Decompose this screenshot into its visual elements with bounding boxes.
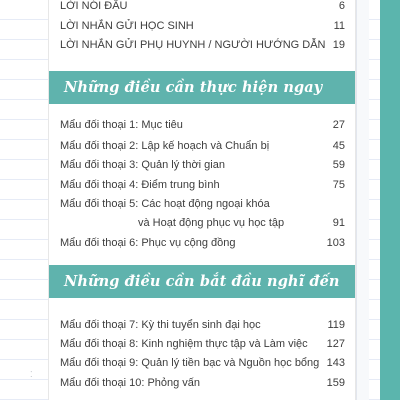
right-color-strip — [380, 0, 400, 400]
toc-entry-page: 143 — [326, 357, 345, 369]
toc-entry-title: LỜI NHẮN GỬI PHỤ HUYNH / NGƯỜI HƯỚNG DẪN — [60, 39, 326, 51]
toc-entry[interactable] — [60, 136, 345, 156]
toc-entry[interactable] — [60, 353, 345, 373]
toc-entry[interactable] — [60, 334, 345, 354]
toc-entry-page: 19 — [332, 39, 345, 51]
page-edge — [356, 0, 369, 400]
toc-entry[interactable] — [60, 233, 345, 253]
toc-entry-page: 75 — [332, 179, 345, 191]
toc-entry-page: 27 — [332, 119, 345, 131]
toc-entry[interactable] — [60, 175, 345, 195]
toc-entry-title: Mẩu đối thoại 2: Lập kế hoạch và Chuẩn bị — [60, 140, 270, 152]
toc-entry[interactable] — [60, 194, 345, 214]
toc-entry-title: Mẩu đối thoại 8: Kinh nghiệm thực tập và Làm việc — [60, 338, 308, 350]
toc-entry-page: 127 — [326, 338, 345, 350]
toc-entry[interactable] — [60, 373, 345, 393]
section-heading: Những điều cần bắt đầu nghĩ đến — [64, 273, 340, 290]
toc-entry-title: Mẩu đối thoại 6: Phục vụ cộng đồng — [60, 237, 236, 249]
toc-entry-page: 159 — [326, 377, 345, 389]
toc-entry-page: 91 — [332, 217, 345, 229]
toc-entry-title: Mẩu đối thoại 10: Phỏng vấn — [60, 377, 201, 389]
toc-entry-title: Mẩu đối thoại 3: Quản lý thời gian — [60, 159, 225, 171]
toc-entry-title: và Hoạt động phục vụ học tập — [138, 217, 285, 229]
toc-entry-continuation[interactable] — [60, 213, 345, 233]
toc-entry-page: 45 — [332, 140, 345, 152]
toc-entry-page: 11 — [333, 20, 345, 32]
toc-entry-title: Mẩu đối thoại 4: Điểm trung bình — [60, 179, 220, 191]
toc-entry-title: LỜI NÓI ĐẦU — [60, 0, 128, 12]
section-heading: Những điều cần thực hiện ngay — [64, 79, 323, 96]
toc-entry-title: Mẩu đối thoại 9: Quản lý tiền bạc và Nguồn học bổng — [60, 357, 320, 369]
decorative-dots-icon: ⁚ — [30, 370, 33, 379]
toc-entry[interactable] — [60, 315, 345, 335]
toc-entry-title: Mẩu đối thoại 5: Các hoạt động ngoại khóa — [60, 198, 270, 210]
toc-entry[interactable] — [60, 16, 345, 36]
toc-entry[interactable] — [60, 115, 345, 135]
toc-entry-page: 59 — [332, 159, 345, 171]
toc-entry-page: 6 — [338, 0, 345, 12]
toc-entry-title: Mẩu đối thoại 1: Mục tiêu — [60, 119, 183, 131]
toc-entry-title: LỜI NHẮN GỬI HỌC SINH — [60, 20, 194, 32]
toc-entry-page: 103 — [326, 237, 345, 249]
toc-entry-page: 119 — [327, 319, 345, 331]
toc-entry[interactable] — [60, 35, 345, 55]
toc-entry[interactable] — [60, 155, 345, 175]
toc-entry-title: Mẩu đối thoại 7: Kỳ thi tuyển sinh đại học — [60, 319, 261, 331]
toc-entry[interactable] — [60, 0, 345, 16]
